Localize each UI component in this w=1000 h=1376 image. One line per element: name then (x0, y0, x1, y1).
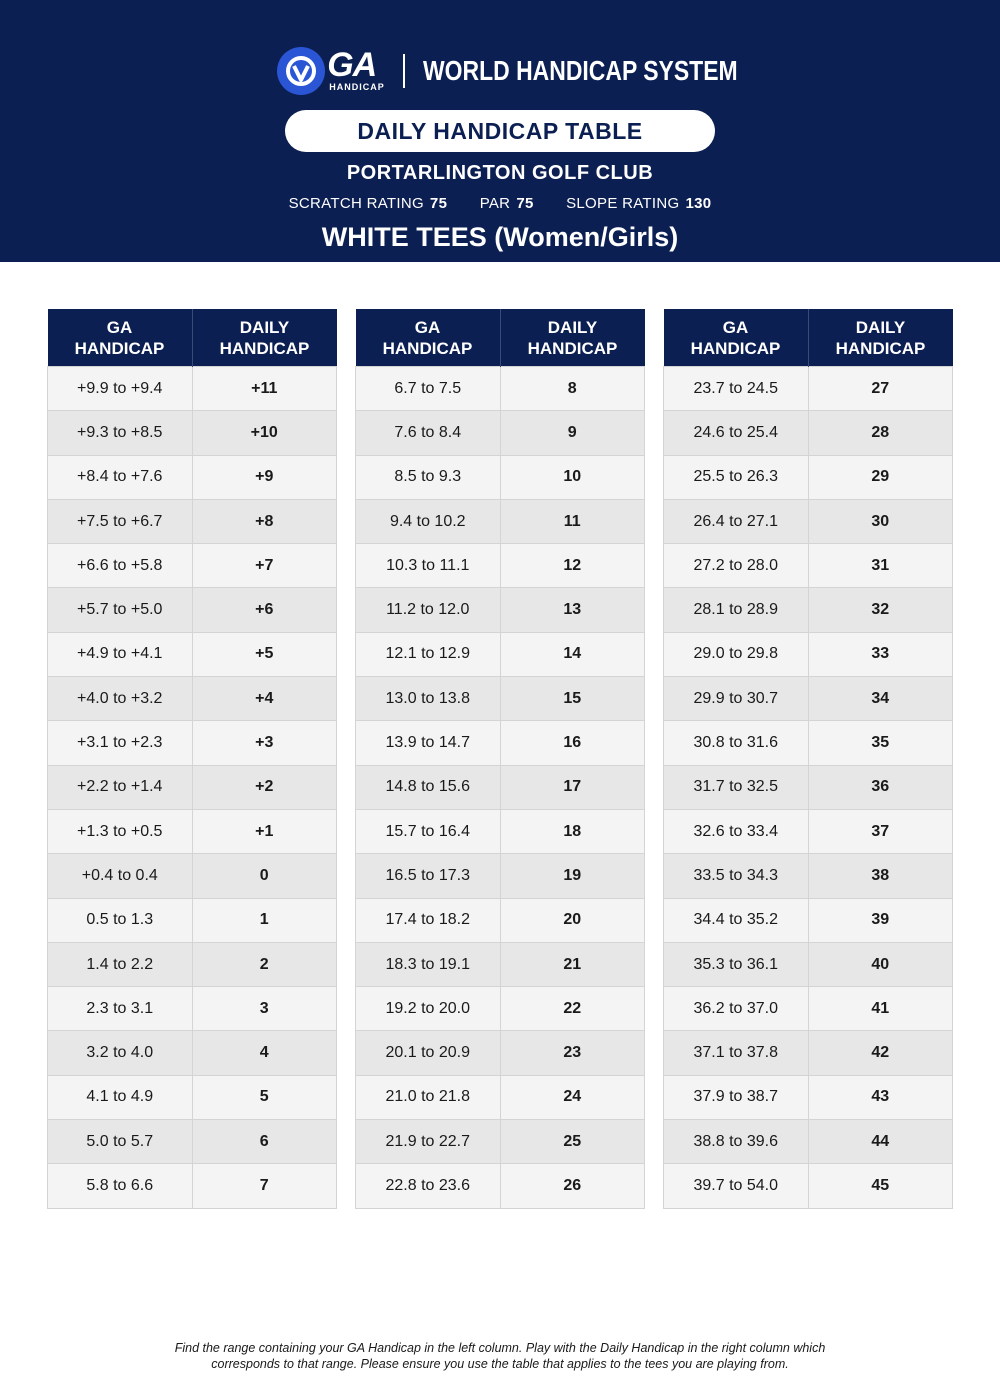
daily-handicap-value: 33 (808, 632, 953, 676)
table-row (48, 1164, 337, 1208)
ga-handicap-range: +3.1 to +2.3 (48, 721, 193, 765)
ga-handicap-range: 3.2 to 4.0 (48, 1031, 193, 1075)
table-row (356, 367, 645, 411)
ga-handicap-range: +4.0 to +3.2 (48, 677, 193, 721)
table-row (48, 367, 337, 411)
table-row (664, 367, 953, 411)
table-row (664, 765, 953, 809)
daily-handicap-value: 24 (500, 1075, 645, 1119)
table-row (664, 721, 953, 765)
ga-handicap-range: 28.1 to 28.9 (664, 588, 809, 632)
daily-handicap-value: 4 (192, 1031, 337, 1075)
daily-handicap-value: +4 (192, 677, 337, 721)
daily-handicap-value: 9 (500, 411, 645, 455)
daily-handicap-value: 39 (808, 898, 953, 942)
system-title: WORLD HANDICAP SYSTEM (422, 55, 738, 86)
daily-handicap-value: 5 (192, 1075, 337, 1119)
ga-handicap-range: 10.3 to 11.1 (356, 544, 501, 588)
table-row (664, 544, 953, 588)
table-row (664, 632, 953, 676)
daily-handicap-header-line-1: DAILY (547, 317, 598, 337)
ga-handicap-range: 7.6 to 8.4 (356, 411, 501, 455)
ga-handicap-range: 26.4 to 27.1 (664, 499, 809, 543)
table-row (356, 588, 645, 632)
ga-handicap-range: +7.5 to +6.7 (48, 499, 193, 543)
daily-handicap-value: 27 (808, 367, 953, 411)
daily-handicap-value: +10 (192, 411, 337, 455)
table-row (664, 987, 953, 1031)
table-row (356, 1031, 645, 1075)
daily-handicap-value: 41 (808, 987, 953, 1031)
table-row (664, 1164, 953, 1208)
daily-handicap-value: 16 (500, 721, 645, 765)
ga-handicap-header-line-1: GA (722, 317, 749, 337)
ga-handicap-range: 34.4 to 35.2 (664, 898, 809, 942)
daily-handicap-value: 36 (808, 765, 953, 809)
table-row (48, 1031, 337, 1075)
ga-handicap-range: 33.5 to 34.3 (664, 854, 809, 898)
ga-handicap-range: 24.6 to 25.4 (664, 411, 809, 455)
daily-handicap-value: 32 (808, 588, 953, 632)
daily-handicap-value: +7 (192, 544, 337, 588)
daily-handicap-header-line-2: HANDICAP (219, 338, 310, 358)
ga-handicap-range: 2.3 to 3.1 (48, 987, 193, 1031)
table-row (48, 411, 337, 455)
daily-handicap-value: 20 (500, 898, 645, 942)
daily-handicap-value: 17 (500, 765, 645, 809)
ga-handicap-header (664, 309, 809, 367)
ga-handicap-header-line-2: HANDICAP (382, 338, 473, 358)
ga-handicap-range: 15.7 to 16.4 (356, 809, 501, 853)
scratch-value: 75 (429, 195, 448, 212)
ga-handicap-header-line-2: HANDICAP (690, 338, 781, 358)
daily-handicap-value: 13 (500, 588, 645, 632)
ga-handicap-range: 19.2 to 20.0 (356, 987, 501, 1031)
table-row (356, 677, 645, 721)
ga-handicap-range: 6.7 to 7.5 (356, 367, 501, 411)
ga-handicap-range: +4.9 to +4.1 (48, 632, 193, 676)
daily-handicap-value: +6 (192, 588, 337, 632)
table-row (664, 1075, 953, 1119)
ga-handicap-range: 35.3 to 36.1 (664, 942, 809, 986)
ga-handicap-range: 11.2 to 12.0 (356, 588, 501, 632)
ga-handicap-range: +0.4 to 0.4 (48, 854, 193, 898)
table-row (664, 898, 953, 942)
ga-handicap-range: 1.4 to 2.2 (48, 942, 193, 986)
daily-handicap-value: +1 (192, 809, 337, 853)
daily-handicap-value: +2 (192, 765, 337, 809)
daily-handicap-value: 21 (500, 942, 645, 986)
table-row (664, 942, 953, 986)
table-row (48, 809, 337, 853)
handicap-table-2 (355, 309, 645, 1209)
table-row (48, 765, 337, 809)
table-row (48, 588, 337, 632)
ga-handicap-range: 25.5 to 26.3 (664, 455, 809, 499)
table-row (664, 411, 953, 455)
daily-handicap-value: 12 (500, 544, 645, 588)
ga-handicap-range: 5.0 to 5.7 (48, 1120, 193, 1164)
par-label: PAR (479, 195, 511, 212)
daily-handicap-value: 22 (500, 987, 645, 1031)
ga-handicap-header-line-1: GA (414, 317, 441, 337)
table-header-row (664, 309, 953, 367)
daily-handicap-header-line-1: DAILY (855, 317, 906, 337)
par-value: 75 (516, 195, 534, 212)
table-row (48, 455, 337, 499)
daily-handicap-value: 29 (808, 455, 953, 499)
table-title: DAILY HANDICAP TABLE (357, 117, 643, 144)
table-row (356, 721, 645, 765)
daily-handicap-value: 19 (500, 854, 645, 898)
daily-handicap-value: 42 (808, 1031, 953, 1075)
ga-handicap-range: 22.8 to 23.6 (356, 1164, 501, 1208)
daily-handicap-value: +11 (192, 367, 337, 411)
ga-handicap-range: 9.4 to 10.2 (356, 499, 501, 543)
table-row (48, 677, 337, 721)
daily-handicap-value: 40 (808, 942, 953, 986)
daily-handicap-value: 10 (500, 455, 645, 499)
table-row (356, 765, 645, 809)
table-row (356, 809, 645, 853)
ga-handicap-range: 36.2 to 37.0 (664, 987, 809, 1031)
daily-handicap-value: 8 (500, 367, 645, 411)
ga-handicap-range: 32.6 to 33.4 (664, 809, 809, 853)
daily-handicap-value: 30 (808, 499, 953, 543)
daily-handicap-header (808, 309, 953, 367)
table-row (356, 632, 645, 676)
ga-handicap-range: 4.1 to 4.9 (48, 1075, 193, 1119)
table-row (356, 942, 645, 986)
daily-handicap-header (500, 309, 645, 367)
ga-handicap-range: 8.5 to 9.3 (356, 455, 501, 499)
daily-handicap-value: 14 (500, 632, 645, 676)
daily-handicap-header (192, 309, 337, 367)
daily-handicap-value: 31 (808, 544, 953, 588)
table-row (356, 411, 645, 455)
table-row (48, 499, 337, 543)
slope-label: SLOPE RATING (566, 195, 680, 212)
daily-handicap-header-line-2: HANDICAP (835, 338, 926, 358)
tees-title: WHITE TEES (Women/Girls) (321, 222, 679, 252)
table-row (48, 898, 337, 942)
daily-handicap-value: 37 (808, 809, 953, 853)
ga-handicap-range: 5.8 to 6.6 (48, 1164, 193, 1208)
ga-logo-icon (277, 47, 325, 95)
table-row (356, 898, 645, 942)
daily-handicap-value: 25 (500, 1120, 645, 1164)
daily-handicap-value: 11 (500, 499, 645, 543)
slope-value: 130 (685, 195, 712, 212)
table-row (48, 987, 337, 1031)
ga-handicap-range: +6.6 to +5.8 (48, 544, 193, 588)
handicap-table-1 (47, 309, 337, 1209)
club-name: PORTARLINGTON GOLF CLUB (346, 162, 654, 184)
ga-handicap-header-line-1: GA (106, 317, 133, 337)
scratch-label: SCRATCH RATING (288, 195, 424, 212)
daily-handicap-value: +3 (192, 721, 337, 765)
daily-handicap-value: 7 (192, 1164, 337, 1208)
ga-handicap-logo (277, 47, 385, 95)
daily-handicap-value: +8 (192, 499, 337, 543)
daily-handicap-value: 18 (500, 809, 645, 853)
daily-handicap-value: 28 (808, 411, 953, 455)
daily-handicap-value: 1 (192, 898, 337, 942)
table-row (356, 1120, 645, 1164)
table-row (48, 632, 337, 676)
table-row (664, 455, 953, 499)
table-row (664, 809, 953, 853)
ga-handicap-range: +9.3 to +8.5 (48, 411, 193, 455)
ga-handicap-range: 18.3 to 19.1 (356, 942, 501, 986)
daily-handicap-value: 3 (192, 987, 337, 1031)
ga-handicap-range: 14.8 to 15.6 (356, 765, 501, 809)
daily-handicap-value: +9 (192, 455, 337, 499)
daily-handicap-value: 15 (500, 677, 645, 721)
logo-sub: HANDICAP (329, 82, 385, 92)
ga-handicap-header (356, 309, 501, 367)
header-banner (0, 0, 1000, 262)
table-row (356, 544, 645, 588)
table-row (356, 1075, 645, 1119)
table-row (664, 854, 953, 898)
ga-handicap-range: 29.9 to 30.7 (664, 677, 809, 721)
slope-rating (566, 195, 711, 212)
ga-handicap-range: 27.2 to 28.0 (664, 544, 809, 588)
table-row (664, 499, 953, 543)
ga-handicap-range: 39.7 to 54.0 (664, 1164, 809, 1208)
ga-handicap-header (48, 309, 193, 367)
daily-handicap-value: 44 (808, 1120, 953, 1164)
table-row (48, 544, 337, 588)
ga-handicap-range: 29.0 to 29.8 (664, 632, 809, 676)
ga-handicap-range: 13.0 to 13.8 (356, 677, 501, 721)
ga-handicap-range: +5.7 to +5.0 (48, 588, 193, 632)
table-row (664, 588, 953, 632)
table-row (356, 1164, 645, 1208)
daily-handicap-value: +5 (192, 632, 337, 676)
daily-handicap-value: 2 (192, 942, 337, 986)
daily-handicap-value: 34 (808, 677, 953, 721)
daily-handicap-value: 6 (192, 1120, 337, 1164)
daily-handicap-value: 35 (808, 721, 953, 765)
daily-handicap-value: 45 (808, 1164, 953, 1208)
daily-handicap-value: 0 (192, 854, 337, 898)
logo-row (0, 46, 1000, 96)
daily-handicap-value: 26 (500, 1164, 645, 1208)
ga-handicap-header-line-2: HANDICAP (74, 338, 165, 358)
ga-handicap-range: +9.9 to +9.4 (48, 367, 193, 411)
handicap-table-3 (663, 309, 953, 1209)
table-row (356, 987, 645, 1031)
table-header-row (356, 309, 645, 367)
daily-handicap-value: 38 (808, 854, 953, 898)
table-row (356, 499, 645, 543)
ga-handicap-range: +8.4 to +7.6 (48, 455, 193, 499)
daily-handicap-value: 23 (500, 1031, 645, 1075)
ga-handicap-range: 17.4 to 18.2 (356, 898, 501, 942)
ga-handicap-range: 21.0 to 21.8 (356, 1075, 501, 1119)
ga-handicap-range: +1.3 to +0.5 (48, 809, 193, 853)
table-row (356, 455, 645, 499)
table-header-row (48, 309, 337, 367)
handicap-tables (47, 309, 953, 1210)
footer-line-2: corresponds to that range. Please ensure you use the table that applies to the tees you are playing from. (211, 1357, 789, 1371)
daily-handicap-header-line-2: HANDICAP (527, 338, 618, 358)
table-row (664, 677, 953, 721)
par (480, 195, 534, 212)
ratings-row (0, 195, 1000, 212)
table-row (48, 1120, 337, 1164)
ga-handicap-range: 23.7 to 24.5 (664, 367, 809, 411)
ga-handicap-range: 13.9 to 14.7 (356, 721, 501, 765)
ga-handicap-range: 38.8 to 39.6 (664, 1120, 809, 1164)
ga-handicap-range: 21.9 to 22.7 (356, 1120, 501, 1164)
logo-divider (403, 54, 405, 88)
table-row (664, 1120, 953, 1164)
table-row (48, 1075, 337, 1119)
ga-handicap-range: 31.7 to 32.5 (664, 765, 809, 809)
ga-handicap-range: 0.5 to 1.3 (48, 898, 193, 942)
daily-handicap-header-line-1: DAILY (239, 317, 290, 337)
table-row (48, 721, 337, 765)
ga-handicap-range: 37.1 to 37.8 (664, 1031, 809, 1075)
footer-note (0, 1340, 1000, 1372)
ga-handicap-range: +2.2 to +1.4 (48, 765, 193, 809)
logo-word: GA (327, 46, 377, 84)
table-row (48, 942, 337, 986)
scratch-rating (289, 195, 448, 212)
table-row (356, 854, 645, 898)
footer-line-1: Find the range containing your GA Handicap in the left column. Play with the Daily Handicap in the right column which (174, 1341, 826, 1355)
table-row (664, 1031, 953, 1075)
ga-handicap-range: 20.1 to 20.9 (356, 1031, 501, 1075)
ga-handicap-range: 16.5 to 17.3 (356, 854, 501, 898)
table-title-pill (285, 110, 715, 152)
ga-handicap-range: 30.8 to 31.6 (664, 721, 809, 765)
ga-handicap-range: 37.9 to 38.7 (664, 1075, 809, 1119)
table-row (48, 854, 337, 898)
ga-handicap-range: 12.1 to 12.9 (356, 632, 501, 676)
daily-handicap-value: 43 (808, 1075, 953, 1119)
